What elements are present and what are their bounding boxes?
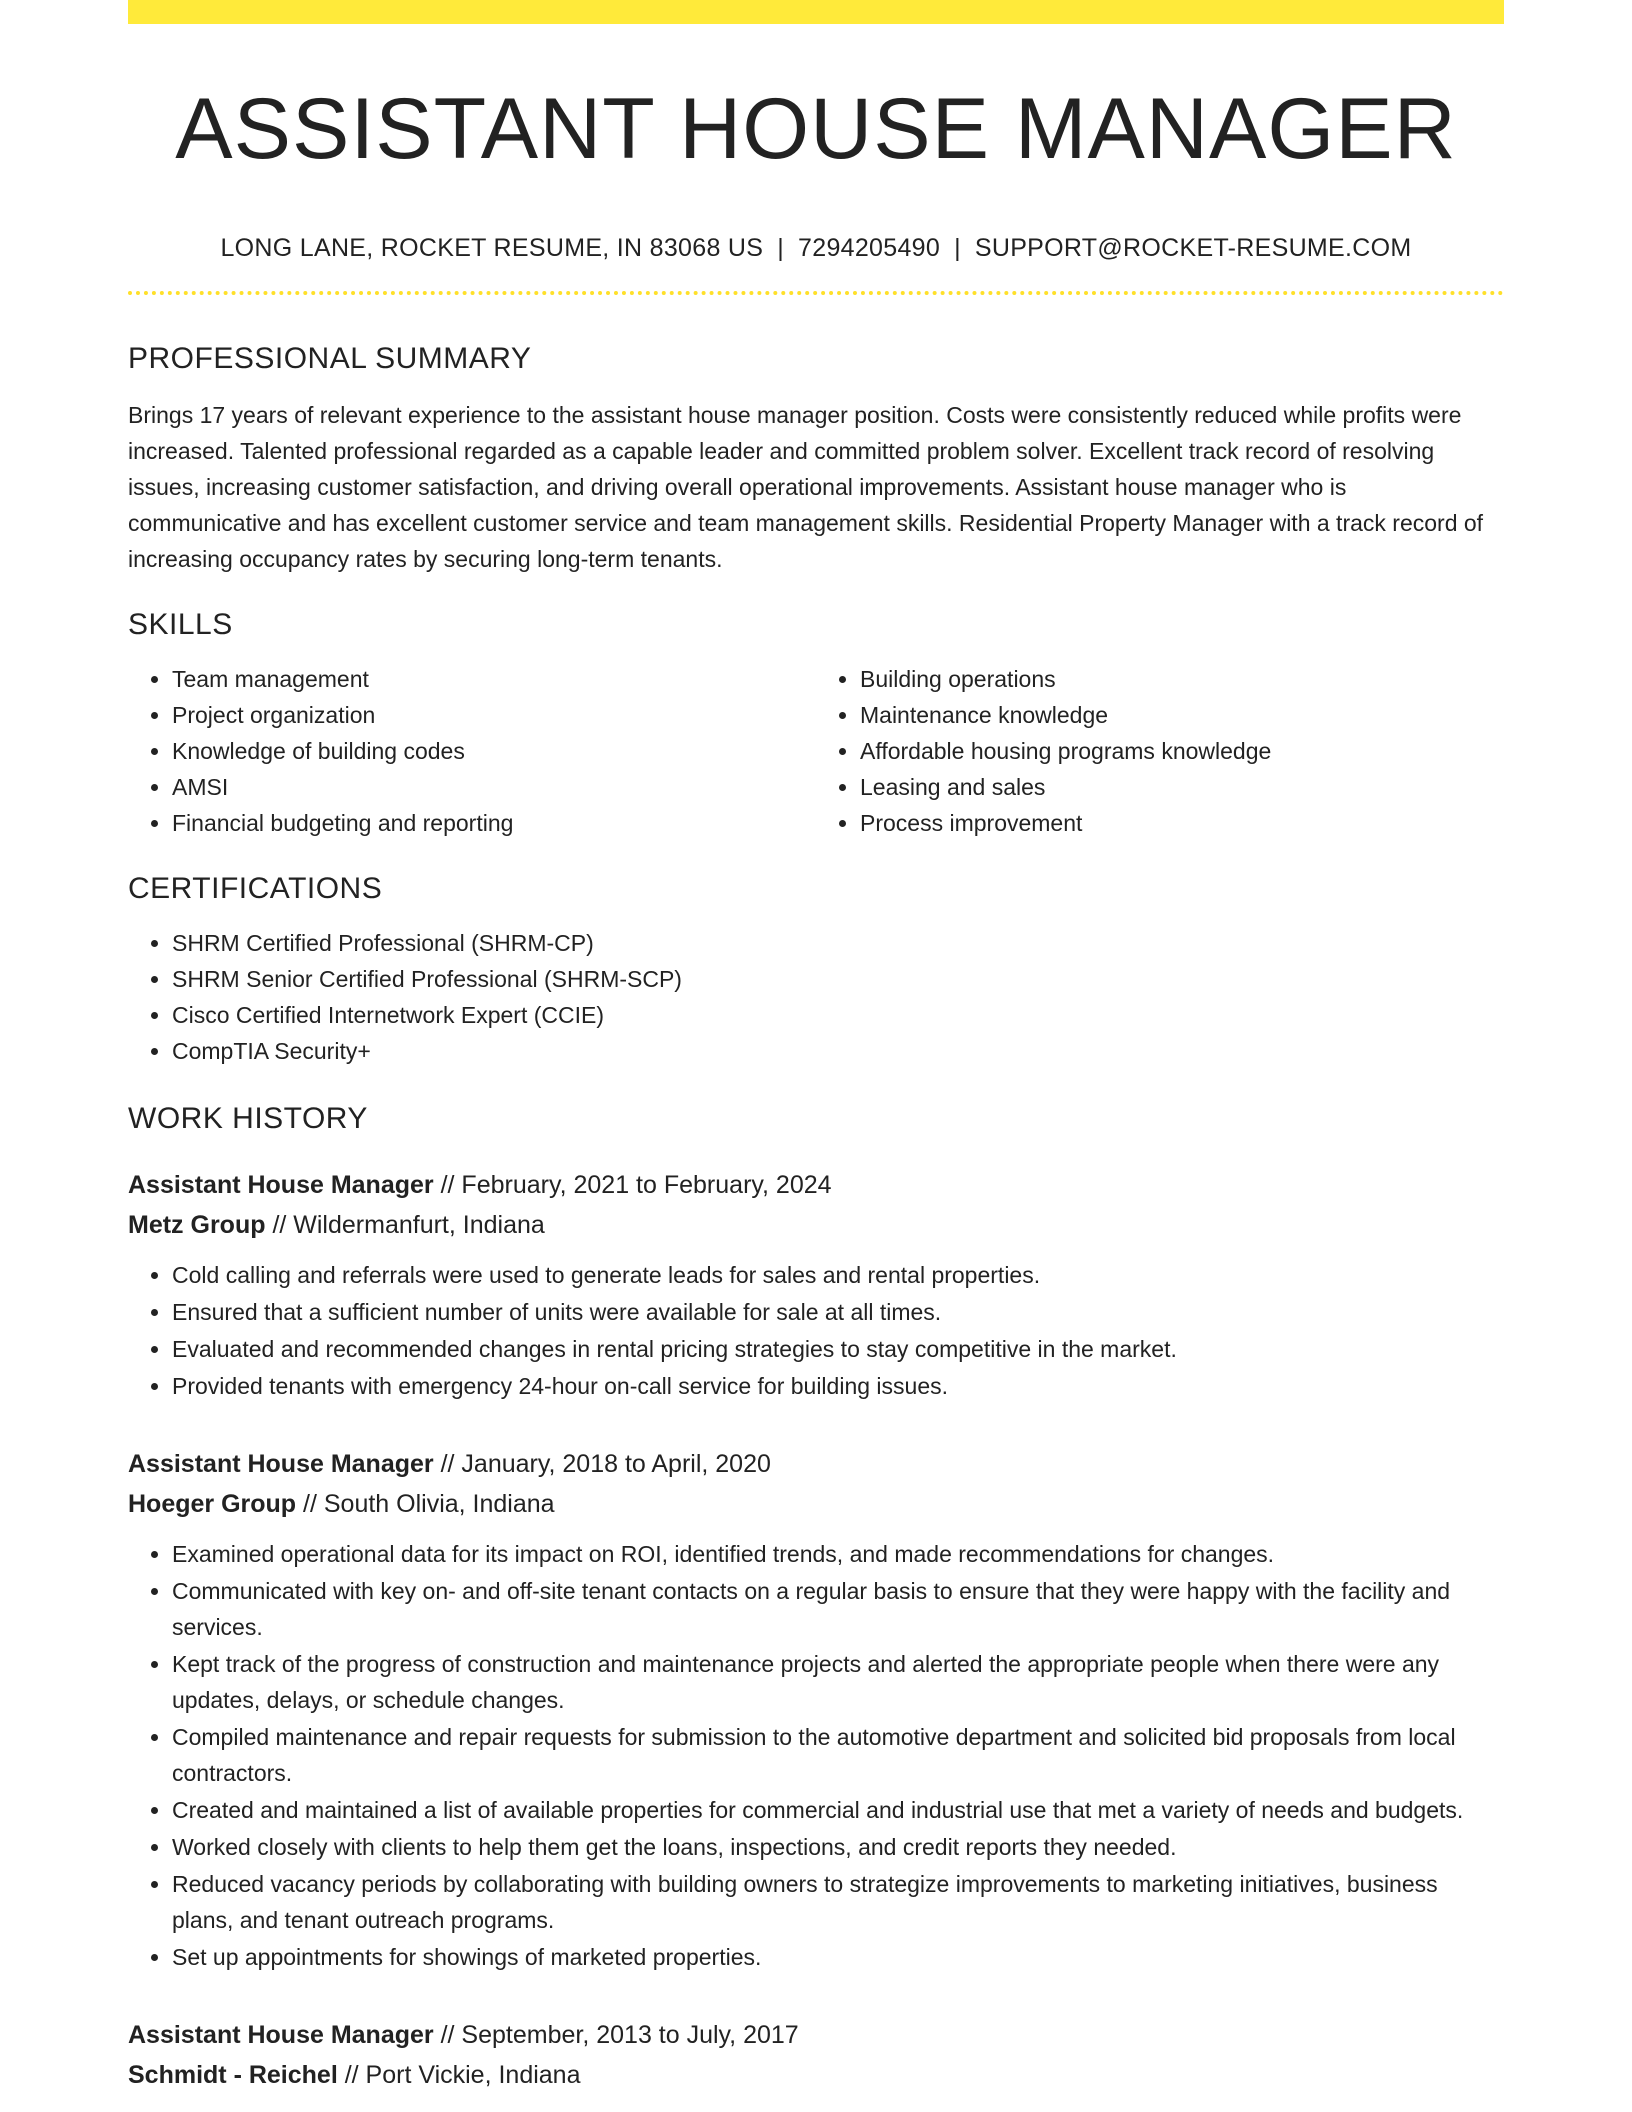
skill-item: • Knowledge of building codes bbox=[172, 733, 816, 769]
job-bullet: • Evaluated and recommended changes in rental pricing strategies to stay competitive in the market. bbox=[172, 1331, 1504, 1367]
job-location: // Port Vickie, Indiana bbox=[337, 2061, 581, 2089]
work-history-heading: WORK HISTORY bbox=[128, 1102, 368, 1135]
summary-text: Brings 17 years of relevant experience to the assistant house manager position. Costs were consistently reduced while profits were increased. Talented professional regarded as a capable leader and committed problem solver. Excellent track record of resolving issues, increasing customer satisfaction, and driving overall operational improvements. Assistant house manager who is communicative and has excellent customer service and team management skills. Residential Property Manager with a track record of increasing occupancy rates by securing long-term tenants. bbox=[128, 402, 1484, 572]
job-bullet: • Examined operational data for its impact on ROI, identified trends, and made recommendations for changes. bbox=[172, 1536, 1504, 1572]
job-dates: // January, 2018 to April, 2020 bbox=[433, 1450, 771, 1478]
certification-item: • SHRM Certified Professional (SHRM-CP) bbox=[172, 925, 1504, 961]
job-entry bbox=[128, 2015, 1504, 2095]
contact-separator: | bbox=[777, 234, 785, 262]
certification-item: • SHRM Senior Certified Professional (SHRM-SCP) bbox=[172, 961, 1504, 997]
skill-item: • Project organization bbox=[172, 697, 816, 733]
skills-heading: SKILLS bbox=[128, 608, 233, 641]
job-company-line bbox=[128, 2055, 1504, 2095]
skill-item: • Leasing and sales bbox=[860, 769, 1504, 805]
job-bullets bbox=[128, 1257, 1504, 1404]
certifications-list bbox=[128, 925, 1504, 1069]
job-company-line bbox=[128, 1205, 1504, 1245]
job-bullet: • Provided tenants with emergency 24-hour on-call service for building issues. bbox=[172, 1368, 1504, 1404]
job-location: // South Olivia, Indiana bbox=[296, 1490, 555, 1518]
contact-email: SUPPORT@ROCKET-RESUME.COM bbox=[974, 234, 1412, 262]
job-dates: // September, 2013 to July, 2017 bbox=[433, 2021, 799, 2049]
skills-list bbox=[128, 661, 1504, 841]
job-location: // Wildermanfurt, Indiana bbox=[265, 1211, 545, 1239]
job-bullet: • Ensured that a sufficient number of units were available for sale at all times. bbox=[172, 1294, 1504, 1330]
certification-item: • CompTIA Security+ bbox=[172, 1033, 1504, 1069]
job-bullet: • Kept track of the progress of construction and maintenance projects and alerted the appropriate people when there were any updates, delays, or schedule changes. bbox=[172, 1646, 1504, 1718]
job-entry bbox=[128, 1165, 1504, 1404]
job-entry bbox=[128, 1444, 1504, 1975]
job-company: Hoeger Group bbox=[128, 1490, 297, 1518]
certifications-heading: CERTIFICATIONS bbox=[128, 872, 383, 905]
job-role: Assistant House Manager bbox=[128, 1171, 434, 1199]
job-bullet: • Communicated with key on- and off-site tenant contacts on a regular basis to ensure that they were happy with the facility and services. bbox=[172, 1573, 1504, 1645]
resume-page bbox=[128, 0, 1504, 2095]
skill-item: • Maintenance knowledge bbox=[860, 697, 1504, 733]
job-bullet: • Worked closely with clients to help them get the loans, inspections, and credit reports they needed. bbox=[172, 1829, 1504, 1865]
certification-item: • Cisco Certified Internetwork Expert (CCIE) bbox=[172, 997, 1504, 1033]
skill-item: • Team management bbox=[172, 661, 816, 697]
skill-item: • Process improvement bbox=[860, 805, 1504, 841]
job-role: Assistant House Manager bbox=[128, 1450, 434, 1478]
skill-item: • AMSI bbox=[172, 769, 816, 805]
job-bullet: • Reduced vacancy periods by collaborating with building owners to strategize improvements to marketing initiatives, business plans, and tenant outreach programs. bbox=[172, 1866, 1504, 1938]
skill-item: • Affordable housing programs knowledge bbox=[860, 733, 1504, 769]
job-bullets bbox=[128, 1536, 1504, 1975]
job-company: Metz Group bbox=[128, 1211, 266, 1239]
job-role: Assistant House Manager bbox=[128, 2021, 434, 2049]
job-company-line bbox=[128, 1484, 1504, 1524]
contact-separator: | bbox=[954, 234, 961, 262]
skill-item: • Financial budgeting and reporting bbox=[172, 805, 816, 841]
job-title-line bbox=[128, 1165, 1504, 1205]
job-dates: // February, 2021 to February, 2024 bbox=[433, 1171, 832, 1199]
job-bullet: • Created and maintained a list of available properties for commercial and industrial use that met a variety of needs and budgets. bbox=[172, 1792, 1504, 1828]
skills-column-right bbox=[816, 661, 1504, 841]
job-company: Schmidt - Reichel bbox=[128, 2061, 338, 2089]
summary-heading: PROFESSIONAL SUMMARY bbox=[128, 342, 532, 375]
job-title-line bbox=[128, 2015, 1504, 2055]
job-bullet: • Compiled maintenance and repair requests for submission to the automotive department and solicited bid proposals from local contractors. bbox=[172, 1719, 1504, 1791]
header-divider bbox=[128, 291, 1504, 295]
skill-item: • Building operations bbox=[860, 661, 1504, 697]
contact-line bbox=[128, 234, 1504, 263]
job-bullet: • Set up appointments for showings of marketed properties. bbox=[172, 1939, 1504, 1975]
contact-address: LONG LANE, ROCKET RESUME, IN 83068 US bbox=[220, 234, 764, 262]
job-bullet: • Cold calling and referrals were used to generate leads for sales and rental properties. bbox=[172, 1257, 1504, 1293]
skills-column-left bbox=[128, 661, 816, 841]
resume-title: ASSISTANT HOUSE MANAGER bbox=[175, 81, 1457, 177]
job-title-line bbox=[128, 1444, 1504, 1484]
accent-bar bbox=[128, 0, 1504, 24]
contact-phone: 7294205490 bbox=[798, 234, 941, 262]
